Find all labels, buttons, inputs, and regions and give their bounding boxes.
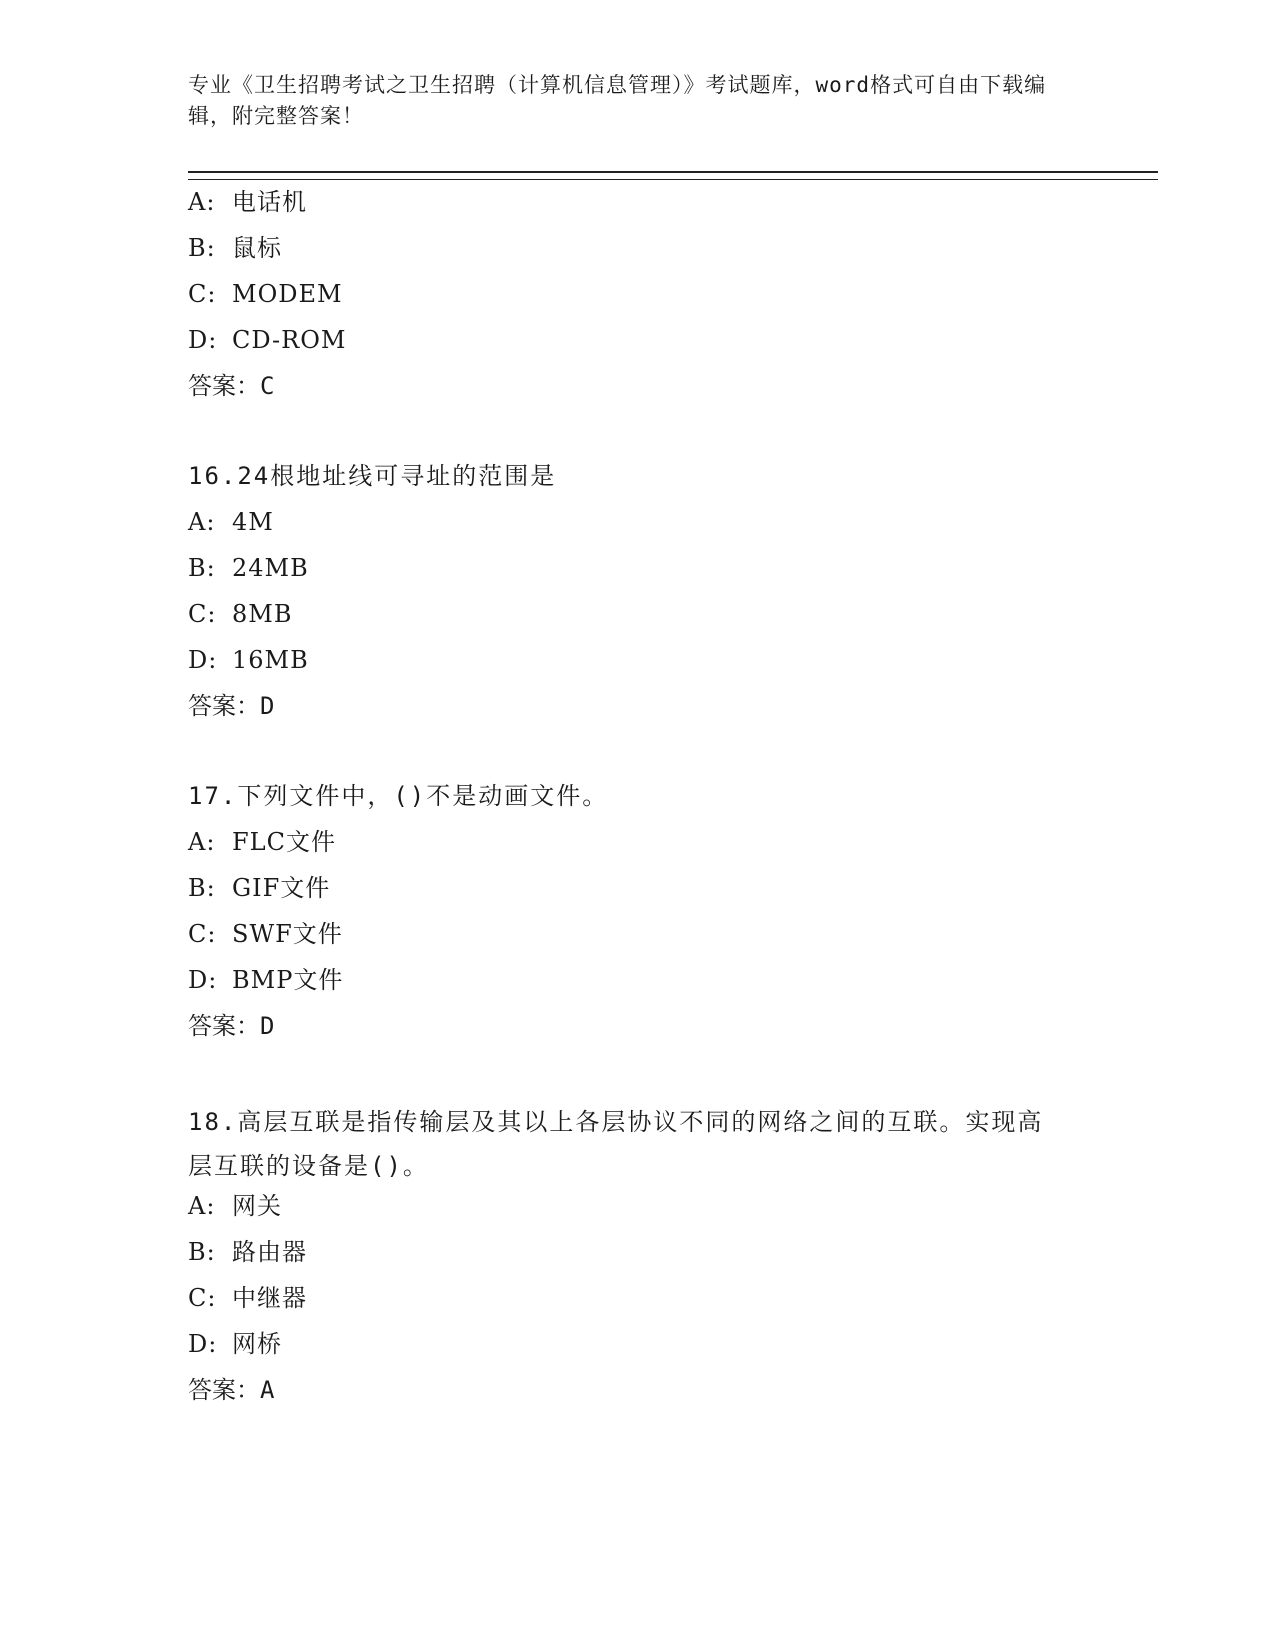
answer-value: D — [260, 1012, 275, 1040]
option-a — [188, 826, 1158, 872]
option-d — [188, 324, 1158, 370]
option-text: MODEM — [232, 280, 343, 308]
answer-label: 答案： — [188, 1012, 260, 1040]
option-text: GIF文件 — [232, 874, 331, 902]
answer-line — [188, 1010, 1158, 1042]
answer-value: A — [260, 1376, 275, 1404]
option-b — [188, 552, 1158, 598]
spacer — [188, 402, 1158, 460]
option-text: SWF文件 — [232, 920, 343, 948]
question-text: 16.24根地址线可寻址的范围是 — [188, 462, 557, 490]
answer-value: C — [260, 372, 275, 400]
header-divider — [188, 171, 1158, 180]
option-letter: B: — [188, 234, 216, 262]
answer-line — [188, 370, 1158, 402]
option-a — [188, 186, 1158, 232]
option-text: 网桥 — [232, 1330, 282, 1358]
question-text: 17.下列文件中，()不是动画文件。 — [188, 782, 609, 810]
option-letter: D: — [188, 1330, 218, 1358]
question-text: 18.高层互联是指传输层及其以上各层协议不同的网络之间的互联。实现高层互联的设备是()。 — [188, 1108, 1044, 1180]
option-d — [188, 1328, 1158, 1374]
option-letter: D: — [188, 326, 218, 354]
option-c — [188, 598, 1158, 644]
option-b — [188, 232, 1158, 278]
option-text: 16MB — [232, 646, 309, 674]
option-text: 鼠标 — [232, 234, 282, 262]
option-letter: C: — [188, 920, 217, 948]
question-17 — [188, 780, 1158, 1042]
answer-line — [188, 1374, 1158, 1406]
question-15-continued — [188, 186, 1158, 402]
option-letter: C: — [188, 600, 217, 628]
answer-value: D — [260, 692, 275, 720]
question-18 — [188, 1100, 1158, 1406]
question-16 — [188, 460, 1158, 722]
option-b — [188, 1236, 1158, 1282]
option-letter: A: — [188, 188, 216, 216]
option-d — [188, 964, 1158, 1010]
option-a — [188, 506, 1158, 552]
option-text: CD-ROM — [232, 326, 347, 354]
option-text: FLC文件 — [232, 828, 336, 856]
spacer — [188, 1042, 1158, 1100]
option-letter: B: — [188, 1238, 216, 1266]
option-text: 24MB — [232, 554, 309, 582]
answer-label: 答案： — [188, 692, 260, 720]
option-letter: B: — [188, 554, 216, 582]
option-b — [188, 872, 1158, 918]
option-letter: C: — [188, 1284, 217, 1312]
option-letter: D: — [188, 966, 218, 994]
option-c — [188, 918, 1158, 964]
answer-label: 答案： — [188, 1376, 260, 1404]
option-c — [188, 1282, 1158, 1328]
option-letter: A: — [188, 508, 216, 536]
option-c — [188, 278, 1158, 324]
answer-line — [188, 690, 1158, 722]
option-letter: A: — [188, 1192, 216, 1220]
option-text: 电话机 — [232, 188, 307, 216]
option-d — [188, 644, 1158, 690]
option-letter: C: — [188, 280, 217, 308]
spacer — [188, 722, 1158, 780]
option-text: 8MB — [232, 600, 293, 628]
option-text: 中继器 — [232, 1284, 307, 1312]
option-letter: A: — [188, 828, 216, 856]
option-letter: B: — [188, 874, 216, 902]
option-text: 路由器 — [232, 1238, 307, 1266]
option-text: 4M — [232, 508, 274, 536]
option-letter: D: — [188, 646, 218, 674]
option-text: 网关 — [232, 1192, 282, 1220]
option-a — [188, 1190, 1158, 1236]
answer-label: 答案： — [188, 372, 260, 400]
document-page — [188, 70, 1158, 1406]
document-header: 专业《卫生招聘考试之卫生招聘（计算机信息管理）》考试题库，word格式可自由下载编辑，附完整答案！ — [188, 73, 1047, 128]
option-text: BMP文件 — [232, 966, 344, 994]
